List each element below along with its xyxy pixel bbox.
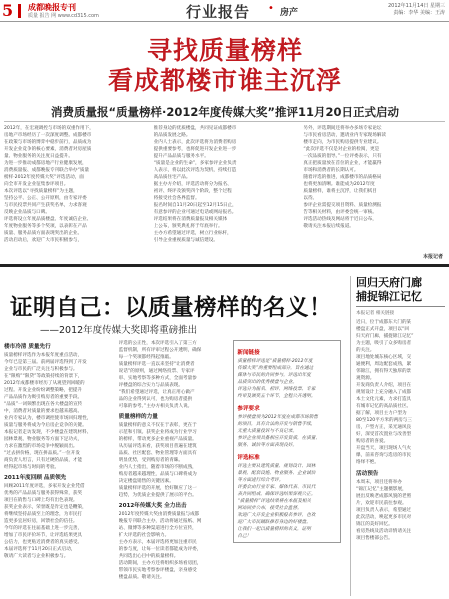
text-line: 今年的评选在往届基础上进一步完善， — [4, 526, 83, 531]
text-line: 在“限购”“限贷”等政策持续的背景下， — [4, 374, 83, 379]
text-line: 项目在销售与口碑上均有出色表现。 — [4, 498, 78, 503]
text-line: 的参与度，让每一位读者都能成为评委， — [118, 547, 202, 552]
text-line: 评委会由行业专家、媒体代表、市民代 — [237, 485, 316, 490]
text-line: 示范和引领。获奖企业将成为行业学习 — [118, 430, 197, 435]
text-line: 坚持公平、公正、公开原则，由专家评委 — [4, 196, 87, 201]
text-line: 质量榜样评选一直以来坚持“让消费者 — [118, 362, 195, 367]
main-column-2 — [119, 340, 227, 596]
text-line: 自己！ — [237, 534, 252, 539]
text-line: 质量榜样评选作为本报年度重点活动， — [4, 353, 83, 358]
text-line: 邻锦江，拥有得天独厚的景 — [356, 369, 412, 374]
text-line: 共同选出心目中的质量榜样。 — [118, 554, 179, 559]
text-line: 迎广大市民踊跃推荐身边的好楼盘。 — [237, 520, 311, 525]
main-column-3 — [233, 340, 341, 596]
text-line: “质量是企业的生命”，多家参评企业负责 — [153, 161, 237, 166]
text-line: 园林景观、物业服务等方面下足功夫， — [4, 437, 83, 442]
text-line: 好，深受首次置业与改善型 — [356, 432, 412, 437]
text-line: 上公布，颁奖典礼将于年底举行。 — [153, 224, 223, 229]
text-line: 将继续坚持品质至上的理念，为市民打 — [4, 512, 83, 517]
text-line: 今年已是第三届。前两届评选得到了开发 — [4, 360, 87, 365]
text-line: 有意参评的企业可通过电话或网站报名。 — [153, 210, 237, 215]
text-line: 业内人士指出，随着市场的不断成熟， — [118, 465, 197, 470]
main-column-1 — [4, 340, 112, 596]
text-line: 市场和消费者的长期认可。 — [303, 168, 359, 173]
text-line: 说话”的原则，通过网络投票、专家评 — [118, 369, 195, 374]
text-line: 购房者的喜爱。 — [356, 439, 389, 444]
text-line: 欢迎广大开发企业积极报名参评，也欢 — [237, 513, 316, 518]
brand-logo: 成都晚报专刊 — [28, 3, 76, 12]
section-divider-band — [0, 264, 449, 267]
text-line: 质量榜样评选的开展，恰好顺应了这一 — [118, 486, 197, 491]
text-line: 楼盘品质。敬请关注。 — [118, 575, 165, 580]
text-line: 每一个奖项都经得起推敲。 — [118, 355, 174, 360]
text-line: 2012年成都楼市经历了从观望到回暖的 — [4, 381, 85, 386]
text-line: 房地产市场经历了一次深度调整。成都楼市 — [4, 133, 92, 138]
top-article-column-3 — [303, 125, 445, 261]
text-line: 质量、服务品质方面表现突出的企业。 — [4, 231, 83, 236]
text-line: 一次品质的倡导。”一位评委表示，只有 — [303, 154, 382, 159]
text-line: 项目负责人表示，希望通过 — [356, 508, 412, 513]
text-line: 本报记者走访发现，不少楼盘在建筑材料、 — [4, 430, 92, 435]
text-line: 可靠的参考。”主办方相关负责人说。 — [118, 404, 193, 409]
text-line: 真正把质量放在首位的企业，才能赢得 — [303, 161, 382, 166]
text-line: 通便利，周边配套成熟，紧 — [356, 362, 412, 367]
text-line: 络绎不绝。 — [356, 460, 379, 465]
news-link-text — [237, 358, 337, 400]
right-text-1 — [356, 319, 445, 466]
text-line: 本次评选以“寻找质量榜样”为主题， — [4, 189, 78, 194]
text-line: 带领市民实地考察参评楼盘，亲身感受 — [118, 568, 197, 573]
text-line: 告等相关材料，由评委会统一审核。 — [303, 210, 377, 215]
text-line: 服务、诚信等方面表现良好。 — [237, 443, 298, 448]
text-line: 购房者越来越理性，品质与口碑将成为 — [118, 472, 197, 477]
text-line: 也将更加清晰。谁能成为2012年度 — [303, 182, 375, 187]
text-line: 增加了市民评价环节，让评选结果更具 — [4, 533, 83, 538]
text-line: 另外，评选期间还将举办多场专家论坛 — [303, 126, 382, 131]
entry-requirements-text — [237, 414, 337, 449]
right-title-rule — [356, 306, 445, 307]
text-line: 人表示，将以此次评选为契机，持续打造 — [153, 168, 237, 173]
page-number-rule — [18, 4, 21, 18]
text-line: 评选的公正性，本次评选引入了第三方 — [118, 341, 197, 346]
text-line: 参评企业须具备相应开发资质，在质量、 — [237, 436, 321, 441]
deck-divider — [4, 121, 445, 122]
news-link-tag: 新闻链接 — [237, 350, 260, 356]
text-line: 评选将设立年度品质楼盘、年度诚信企业、 — [4, 217, 92, 222]
text-line: 为主题，吸引了众多购房者 — [356, 341, 412, 346]
text-line: 提升产品品质与服务水平。 — [153, 154, 209, 159]
text-line: “质量榜样”评选结果将在本报及相关 — [237, 499, 312, 504]
page-header — [0, 0, 449, 22]
text-line: 反映企业品质与口碑。 — [4, 210, 50, 215]
top-deck: 消费质量报“质量榜样·2012年度传媒大奖”推评11月20日正式启动 — [51, 105, 399, 119]
text-line: 趋势，为优质企业提供了展示的平台。 — [118, 493, 197, 498]
text-line: 爆，前来咨询与选房的市民 — [356, 453, 412, 458]
text-line: 品的企业得到认可，也为购房者提供 — [118, 397, 193, 402]
text-line: 本周末，项目还将举办 — [356, 480, 402, 485]
text-line: 中，消费者对质量的要求也越来越高。 — [4, 409, 83, 414]
text-line: 质量榜样，谁将主沉浮，让我们拭目 — [303, 189, 377, 194]
section-subtitle: 房产 — [280, 8, 299, 18]
text-line: 看房热线及活动详情请关注 — [356, 529, 412, 534]
text-line: 业内专家认为，楼市调控使市场回归理性， — [4, 416, 92, 421]
text-line: 参评企业需提交项目资料、质量检测报 — [303, 203, 382, 208]
text-line: 开发商负责人介绍，项目在 — [356, 383, 412, 388]
text-line — [303, 237, 445, 244]
text-line: 商负责人坦言，只有过硬的品质，才能 — [4, 458, 83, 463]
text-line: 展出反映老成都风貌的老照 — [356, 494, 412, 499]
text-line: 的关注。 — [356, 348, 375, 353]
main-col1-subhead-1: 楼市冷清 质量先行 — [4, 344, 51, 350]
headline-line-2: 看成都楼市谁主沉浮 — [107, 66, 342, 95]
top-headline — [60, 36, 390, 100]
text-line: 有城市记忆的高品质社区。 — [356, 404, 412, 409]
main-col2-text-3 — [119, 511, 227, 581]
main-col2-text-1 — [119, 340, 227, 410]
text-line: 参评楼盘须为2012年度在成都市场销售 — [237, 415, 318, 420]
text-line: 近日，位于成都东大门的某 — [356, 320, 412, 325]
text-line: 质量与服务将成为今后房企竞争的关键。 — [4, 423, 87, 428]
brand-subtitle: 质量 报告 网 www.cd315.com — [28, 13, 99, 19]
news-link-box — [233, 340, 341, 543]
right-subhead: 活动预告 — [356, 471, 379, 477]
text-line: 质量榜样评选是“质量榜样·2012年度 — [237, 359, 313, 364]
text-line: 评楼盘的综合实力与品质表现。 — [118, 383, 183, 388]
text-line: 向全市开发企业征集参评项目。 — [4, 182, 69, 187]
text-line: 景观、配套设施、物业服务、企业诚信 — [237, 471, 316, 476]
text-line: 过程。开发企业纷纷调整策略，把提升 — [4, 388, 83, 393]
text-line: 本届评选将于11月20日正式启动， — [4, 547, 76, 552]
text-line: 开发企业竞争的核心要素，消费者对房屋质 — [4, 147, 92, 152]
text-line: 回顾2011年度评选，多家开发企业凭借 — [4, 484, 85, 489]
text-line: 造更多宜居好房，回馈社会的信任。 — [4, 519, 78, 524]
text-line: 的品质发展之路。 — [153, 133, 191, 138]
text-line: 优秀的产品品质与服务获得殊荣，获奖 — [4, 491, 83, 496]
brand-block — [28, 2, 138, 20]
text-line: 据了解，项目主力户型为 — [356, 411, 407, 416]
text-line: 锦江的美好回忆。 — [356, 522, 393, 527]
text-line: 与市民投票共同产生获奖名单，力求客观 — [4, 203, 87, 208]
text-line: 明显优势，受到购房者的青睐。 — [118, 458, 183, 463]
section-title: 行业报告 — [186, 3, 251, 21]
text-line: 开盘当天，项目现场人气火 — [356, 446, 412, 451]
text-line: “锦江记忆”主题摄影展， — [356, 487, 407, 492]
text-line: 此次活动，唤起更多市民对 — [356, 515, 412, 520]
text-line: 品质、社区配套、物业管理等方面具有 — [118, 451, 197, 456]
text-line: 引导企业重视质量与诚信建设。 — [153, 238, 218, 243]
text-line: 力求在激烈的市场竞争中脱颖而出。 — [4, 444, 78, 449]
text-line: 站、微博等多种渠道进行全方位宣传， — [118, 526, 197, 531]
text-line: 在政策与市场的博弈中稳步前行，品质成为 — [4, 140, 92, 145]
judging-criteria-text — [237, 463, 337, 540]
text-line: “我们希望通过评选，让真正用心做产 — [118, 390, 195, 395]
text-line: “品质”一词频繁出现在各大楼盘的宣传 — [4, 402, 83, 407]
text-line: 楼盘正式开盘，项目以“回 — [356, 327, 409, 332]
text-line: 审、实地考察等多种方式，全面考量参 — [118, 376, 197, 381]
text-line: 提供重要参考，也将促进开发企业进一步 — [153, 147, 237, 152]
issue-date-line-2: 责编：李华 美编：王涛 — [393, 10, 445, 16]
text-line: 经得起市场与时间的考验。 — [4, 465, 60, 470]
text-line: 消费质量报、成都晚报专刊联合举办“质量 — [4, 168, 90, 173]
main-feature-body — [4, 340, 341, 596]
text-line: 企业与市民的广泛关注与积极参与。 — [4, 367, 78, 372]
page-number: 5 — [2, 1, 14, 20]
text-line: 观资源。 — [356, 376, 375, 381]
section-dot: • — [268, 3, 274, 14]
text-line: 80至120平方米的两房与三 — [356, 418, 412, 423]
text-line: 2012年，在宏观调控与市场的双重作用下， — [4, 126, 94, 131]
text-line: 主办方表示，本届评选将更加注重市民 — [118, 540, 197, 545]
text-line: 表共同组成，确保评选结果客观公正。 — [237, 492, 316, 497]
judging-criteria-tag: 评选标准 — [237, 455, 260, 461]
text-line: 让我们一起以质量榜样的名义，证明 — [237, 527, 311, 532]
text-line: 监督机制，所有评审过程公开透明，确保 — [118, 348, 202, 353]
text-line: 榜样·2012年度传媒大奖”评选活动，面 — [4, 175, 84, 180]
top-article-author: 本报记者 — [422, 254, 443, 260]
text-line: 推荐身边的优质楼盘，共同见证成都楼市 — [153, 126, 237, 131]
text-line: 活动期间，主办方还将组织多场看房团， — [118, 561, 202, 566]
text-line: 扩大评选的社会影响力。 — [118, 533, 170, 538]
text-line: 的榜样，带动更多企业重视产品质量。 — [118, 437, 197, 442]
text-line: 决定楼盘销售的关键因素。 — [118, 479, 174, 484]
right-column-article — [350, 276, 445, 596]
text-line: 终审及颁奖五个环节，全程公开透明。 — [237, 394, 316, 399]
issue-date-line-1: 2012年11月14日 星期三 — [387, 3, 445, 9]
text-line: 主办方希望通过评选，树立行业标杆， — [153, 231, 232, 236]
text-line: 与市民看房活动，邀请业内专家现场解读 — [303, 133, 387, 138]
text-line: 随着评选的推进，成都楼市的品质格局 — [303, 175, 382, 180]
text-line: 晚报专刊联合主办，活动将通过报纸、网 — [118, 519, 202, 524]
text-line: 传媒大奖”的重要组成部分，旨在通过 — [237, 366, 314, 371]
text-line: 项目售楼部公告。 — [356, 536, 393, 541]
main-col1-subhead-2: 2011年度回顾 品质领先 — [4, 475, 67, 481]
text-line: 量、物业服务的关注度日益提升。 — [4, 154, 73, 159]
top-article-body — [4, 125, 445, 261]
text-line: 本土文化元素，力求打造具 — [356, 397, 412, 402]
text-line: 将接受社会各界监督。 — [153, 196, 200, 201]
main-col2-text-2 — [119, 422, 227, 499]
text-line: 归天府门廊，捕捉锦江记忆” — [356, 334, 414, 339]
text-line: 质量榜样的意义不仅在于表彰，更在于 — [118, 423, 197, 428]
main-col2-subhead-1: 质量榜样的力量 — [118, 414, 158, 420]
text-line: 评选结果将在消费质量报及相关媒体 — [153, 217, 228, 222]
text-line: 2012年度传媒大奖由消费质量报与成都 — [118, 512, 200, 517]
text-line: 年度物业服务等多个奖项，以表彰在产品 — [4, 224, 87, 229]
text-line: 以待。 — [303, 196, 318, 201]
text-line: 据主办方介绍，评选活动将分为报名、 — [153, 182, 232, 187]
text-line: 评选分为报名、初评、网络投票、专家 — [237, 387, 316, 392]
text-line: 等方面进行综合考评。 — [237, 478, 284, 483]
main-col1-text-1 — [4, 352, 112, 471]
text-line: 媒体与市民的共同参与，评选出年度 — [237, 373, 311, 378]
text-line: 产品品质作为吸引购房者的重要手段。 — [4, 395, 83, 400]
right-title-2: 捕捉锦江记忆 — [356, 290, 422, 303]
text-line: 无重大质量投诉与不良记录。 — [237, 429, 298, 434]
text-line: 项目地处城东核心区域，交 — [356, 355, 412, 360]
main-col1-text-2 — [4, 483, 112, 560]
text-line: “此次评选不仅是对企业的检阅，更是 — [303, 147, 380, 152]
text-line — [303, 230, 445, 237]
text-line: 高品质住宅产品。 — [153, 175, 191, 180]
main-feature-title: 证明自己：以质量榜样的名义！ — [10, 295, 333, 321]
text-line: 品质突出的优秀楼盘与企业。 — [237, 380, 298, 385]
text-line: “过去拼价格，现在拼品质。”一位开发 — [4, 451, 80, 456]
text-line: 为进一步推动成都房地产行业健康发展， — [4, 161, 87, 166]
text-line: 初评、终评及颁奖四个阶段，整个过程 — [153, 189, 232, 194]
right-title-1: 回归天府门廊 — [356, 276, 422, 289]
text-line: 敬请关注本报后续报道。 — [303, 224, 354, 229]
text-line: 的项目，具有合法的开发与销售手续， — [237, 422, 316, 427]
right-byline: 本报记者 相关链接 — [356, 311, 395, 316]
text-line: 活动启动后，欢迎广大市民积极参与， — [4, 238, 83, 243]
text-line: 评选活动热线及网站将于近日公布， — [303, 217, 377, 222]
right-text-2 — [356, 479, 445, 542]
text-line: 公信力，也更贴近消费者的真实感受。 — [4, 540, 83, 545]
text-line: 楼市走向，为市民购房提供专业建议。 — [303, 140, 382, 145]
top-article-column-2 — [154, 125, 296, 261]
text-line: 规划设计上充分融入了成都 — [356, 390, 412, 395]
text-line: 片，欢迎市民前往参观。 — [356, 501, 407, 506]
entry-requirements-tag: 参评要求 — [237, 406, 260, 412]
text-line: 评选主要从建筑质量、规划设计、园林 — [237, 464, 316, 469]
main-feature-deck: ——2012年度传媒大奖即将重磅推出 — [40, 325, 198, 336]
text-line: 房，户型方正，采光通风良 — [356, 425, 412, 430]
issue-date — [355, 3, 445, 17]
headline-line-1: 寻找质量榜样 — [146, 36, 303, 65]
text-line: 业内人士表示，此次评选将为消费者购房 — [153, 140, 237, 145]
text-line: 获奖企业表示，荣誉既是肯定也是鞭策， — [4, 505, 87, 510]
text-line: 从历届评选来看，获奖项目普遍在建筑 — [118, 444, 197, 449]
main-col2-subhead-2: 2012年传媒大奖 全力出击 — [118, 503, 187, 509]
text-line: 报名时间自11月20日起至12月15日止， — [153, 203, 237, 208]
text-line: 网站同步公布，接受社会监督。 — [237, 506, 302, 511]
text-line: 敬请广大读者与企业积极参与。 — [4, 554, 69, 559]
top-article-column-1 — [4, 125, 146, 261]
